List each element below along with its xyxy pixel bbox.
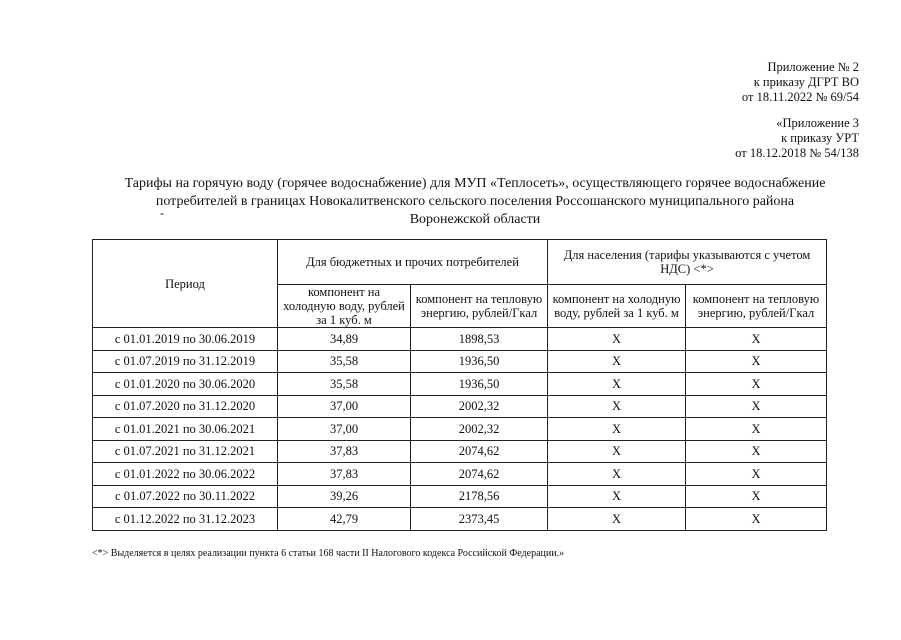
population-cold-cell: X (548, 418, 686, 441)
table-row (93, 373, 827, 396)
table-row (93, 440, 827, 463)
budget-heat-cell: 2002,32 (411, 418, 548, 441)
period-cell: с 01.07.2019 по 31.12.2019 (93, 350, 278, 373)
population-cold-cell: X (548, 395, 686, 418)
budget-cold-cell: 37,83 (278, 440, 411, 463)
population-heat-cell: X (686, 373, 827, 396)
appendix-line: Приложение № 2 (767, 60, 859, 74)
population-cold-cell: X (548, 508, 686, 531)
table-row (93, 508, 827, 531)
budget-cold-cell: 37,00 (278, 395, 411, 418)
table-row (93, 418, 827, 441)
title-line: Воронежской области (409, 212, 541, 227)
period-cell: с 01.01.2021 по 30.06.2021 (93, 418, 278, 441)
budget-cold-water-header: компонент на холодную воду, рублей за 1 куб. м (278, 285, 411, 328)
population-cold-water-header: компонент на холодную воду, рублей за 1 куб. м (548, 285, 686, 328)
budget-cold-cell: 39,26 (278, 485, 411, 508)
document-title (60, 175, 890, 229)
population-cold-cell: X (548, 440, 686, 463)
population-cold-cell: X (548, 373, 686, 396)
budget-cold-cell: 37,00 (278, 418, 411, 441)
stray-mark: - (160, 206, 164, 220)
budget-heat-cell: 1898,53 (411, 328, 548, 351)
period-cell: с 01.07.2020 по 31.12.2020 (93, 395, 278, 418)
budget-cold-cell: 34,89 (278, 328, 411, 351)
population-heat-cell: X (686, 350, 827, 373)
population-heat-cell: X (686, 508, 827, 531)
population-heat-cell: X (686, 463, 827, 486)
table-row (93, 485, 827, 508)
appendix-line: к приказу ДГРТ ВО (753, 75, 859, 89)
table-row (93, 350, 827, 373)
population-cold-cell: X (548, 485, 686, 508)
budget-heat-cell: 2002,32 (411, 395, 548, 418)
table-row (93, 463, 827, 486)
period-cell: с 01.01.2022 по 30.06.2022 (93, 463, 278, 486)
appendix-line: к приказу УРТ (781, 131, 859, 145)
appendix-line: «Приложение 3 (776, 116, 859, 130)
period-header: Период (93, 240, 278, 328)
appendix-sub-header (735, 116, 859, 161)
population-heat-cell: X (686, 328, 827, 351)
period-cell: с 01.07.2021 по 31.12.2021 (93, 440, 278, 463)
population-heat-cell: X (686, 418, 827, 441)
table-row (93, 395, 827, 418)
budget-heat-cell: 2074,62 (411, 440, 548, 463)
period-cell: с 01.01.2019 по 30.06.2019 (93, 328, 278, 351)
appendix-header (742, 60, 859, 105)
population-cold-cell: X (548, 463, 686, 486)
appendix-line: от 18.12.2018 № 54/138 (735, 146, 859, 160)
budget-cold-cell: 42,79 (278, 508, 411, 531)
table-row (93, 328, 827, 351)
population-cold-cell: X (548, 328, 686, 351)
title-line: потребителей в границах Новокалитвенского сельского поселения Россошанского муниципального района (155, 194, 795, 209)
budget-heat-cell: 2373,45 (411, 508, 548, 531)
budget-heat-cell: 1936,50 (411, 350, 548, 373)
period-cell: с 01.07.2022 по 30.11.2022 (93, 485, 278, 508)
period-cell: с 01.12.2022 по 31.12.2023 (93, 508, 278, 531)
budget-cold-cell: 35,58 (278, 350, 411, 373)
population-group-header: Для населения (тарифы указываются с учетом НДС) <*> (548, 240, 827, 285)
budget-cold-cell: 37,83 (278, 463, 411, 486)
population-heat-cell: X (686, 395, 827, 418)
tariff-table (92, 239, 827, 531)
population-heat-cell: X (686, 440, 827, 463)
budget-group-header: Для бюджетных и прочих потребителей (278, 240, 548, 285)
population-heat-energy-header: компонент на тепловую энергию, рублей/Гкал (686, 285, 827, 328)
budget-heat-cell: 2074,62 (411, 463, 548, 486)
footnote: <*> Выделяется в целях реализации пункта 6 статьи 168 части II Налогового кодекса Российской Федерации.» (92, 548, 565, 559)
budget-heat-energy-header: компонент на тепловую энергию, рублей/Гкал (411, 285, 548, 328)
title-line: Тарифы на горячую воду (горячее водоснабжение) для МУП «Теплосеть», осуществляющего горячее водоснабжение (124, 176, 826, 191)
budget-heat-cell: 2178,56 (411, 485, 548, 508)
budget-heat-cell: 1936,50 (411, 373, 548, 396)
appendix-line: от 18.11.2022 № 69/54 (741, 90, 859, 104)
population-cold-cell: X (548, 350, 686, 373)
period-cell: с 01.01.2020 по 30.06.2020 (93, 373, 278, 396)
budget-cold-cell: 35,58 (278, 373, 411, 396)
population-heat-cell: X (686, 485, 827, 508)
